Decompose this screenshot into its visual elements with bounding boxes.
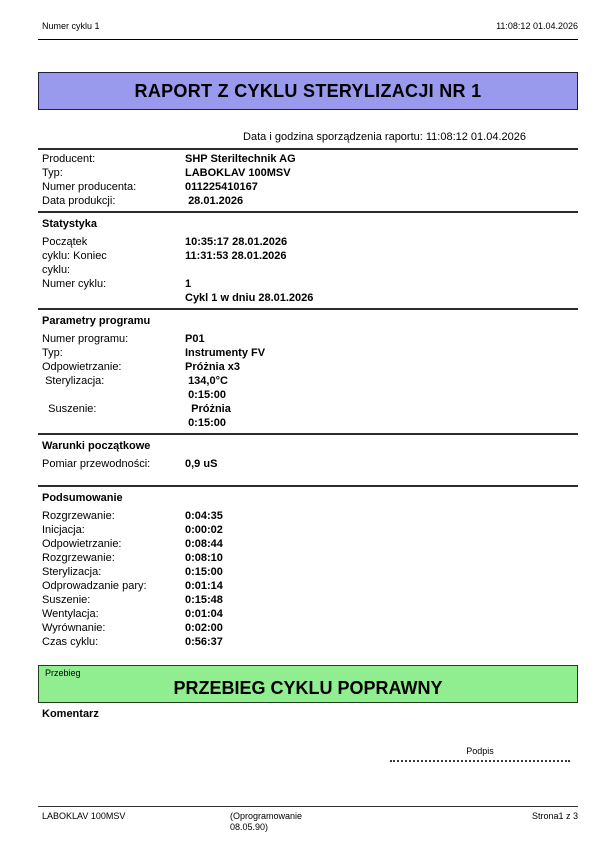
row-label: Typ:: [42, 347, 63, 359]
row-value: Próżnia: [185, 403, 231, 415]
section-parametry: [38, 308, 578, 433]
row-label: Inicjacja:: [42, 524, 85, 536]
section-producer: [38, 148, 578, 211]
result-banner: [38, 665, 578, 703]
row-value: Instrumenty FV: [185, 347, 266, 359]
row-value: SHP Steriltechnik AG: [185, 153, 296, 165]
row-value: P01: [185, 333, 205, 345]
section-rows: [38, 457, 578, 471]
row-label: Czas cyklu:: [42, 636, 99, 648]
footer-software: [230, 811, 302, 833]
row-label: Odpowietrzanie:: [42, 361, 122, 373]
row-value: 0:15:00: [185, 417, 226, 429]
page-header-timestamp: 11:08:12 01.04.2026: [496, 21, 578, 31]
row-label: Wentylacja:: [42, 608, 99, 620]
section-statystyka: [38, 211, 578, 308]
row-label: Numer cyklu:: [42, 278, 107, 290]
row-value: [185, 263, 578, 277]
section-title: Podsumowanie: [42, 492, 123, 504]
row-value: 0:56:37: [185, 636, 223, 648]
section-rows: [38, 332, 578, 430]
row-label: Sterylizacja:: [42, 566, 102, 578]
row-label: Suszenie:: [42, 403, 97, 415]
row-value: 0:02:00: [185, 622, 223, 634]
row-value: 0,9 uS: [185, 458, 218, 470]
row-label: [38, 416, 185, 430]
row-label: Początek: [42, 236, 88, 248]
row-label: Numer producenta:: [42, 181, 137, 193]
row-label: cyklu: Koniec: [42, 250, 107, 262]
row-value: 0:15:48: [185, 594, 223, 606]
section-warunki: [38, 433, 578, 485]
row-label: [38, 291, 185, 305]
footer-rule: [38, 806, 578, 807]
result-banner-text: PRZEBIEG CYKLU POPRAWNY: [173, 678, 443, 698]
row-label: Rozgrzewanie:: [42, 510, 115, 522]
row-label: Numer programu:: [42, 333, 129, 345]
row-value: 0:08:10: [185, 552, 223, 564]
section-rows: [38, 152, 578, 208]
row-label: Sterylizacja:: [42, 375, 105, 387]
row-value: 0:08:44: [185, 538, 223, 550]
row-value: Cykl 1 w dniu 28.01.2026: [185, 292, 314, 304]
row-value: 10:35:17 28.01.2026: [185, 236, 288, 248]
row-label: Data produkcji:: [42, 195, 116, 207]
footer-page-number: Strona1 z 3: [531, 811, 578, 821]
section-podsumowanie: [38, 485, 578, 652]
row-value: 011225410167: [185, 181, 258, 193]
footer-software-line2: 08.05.90): [230, 822, 269, 832]
report-datetime: Data i godzina sporządzenia raportu: 11:08:12 01.04.2026: [243, 131, 526, 143]
header-rule: [38, 39, 578, 40]
row-value: 11:31:53 28.01.2026: [185, 250, 287, 262]
page-header-cycle-number: Numer cyklu 1: [42, 21, 100, 31]
footer-software-line1: (Oprogramowanie: [230, 811, 303, 821]
row-value: 0:01:04: [185, 608, 223, 620]
row-value: 0:15:00: [185, 389, 226, 401]
row-value: 0:00:02: [185, 524, 223, 536]
section-rows: [38, 235, 578, 305]
section-title: Warunki początkowe: [42, 440, 151, 452]
row-label: Odpowietrzanie:: [42, 538, 122, 550]
signature-label: Podpis: [466, 746, 494, 756]
row-label: Rozgrzewanie:: [42, 552, 115, 564]
row-value: 28.01.2026: [185, 195, 244, 207]
footer-device: LABOKLAV 100MSV: [42, 811, 126, 821]
row-value: 0:15:00: [185, 566, 223, 578]
signature-block: [390, 745, 570, 762]
title-banner: [38, 72, 578, 110]
row-label: Pomiar przewodności:: [42, 458, 151, 470]
row-value: 0:04:35: [185, 510, 223, 522]
section-title: Statystyka: [42, 218, 98, 230]
row-label: Typ:: [42, 167, 63, 179]
section-title: Parametry programu: [42, 315, 151, 327]
signature-dotted-line: [390, 758, 570, 762]
row-value: 1: [185, 278, 192, 290]
row-label: [38, 388, 185, 402]
row-label: Odprowadzanie pary:: [42, 580, 147, 592]
result-banner-label: Przebieg: [45, 668, 81, 678]
report-sections: [38, 148, 578, 652]
row-value: 0:01:14: [185, 580, 223, 592]
section-rows: [38, 509, 578, 649]
row-value: Próżnia x3: [185, 361, 241, 373]
row-label: Producent:: [42, 153, 96, 165]
report-title: RAPORT Z CYKLU STERYLIZACJI NR 1: [134, 80, 482, 101]
row-label: cyklu:: [42, 264, 71, 276]
row-label: Suszenie:: [42, 594, 91, 606]
comment-heading: Komentarz: [42, 708, 99, 720]
row-value: LABOKLAV 100MSV: [185, 167, 291, 179]
row-value: 134,0°C: [185, 375, 228, 387]
row-label: Wyrównanie:: [42, 622, 106, 634]
